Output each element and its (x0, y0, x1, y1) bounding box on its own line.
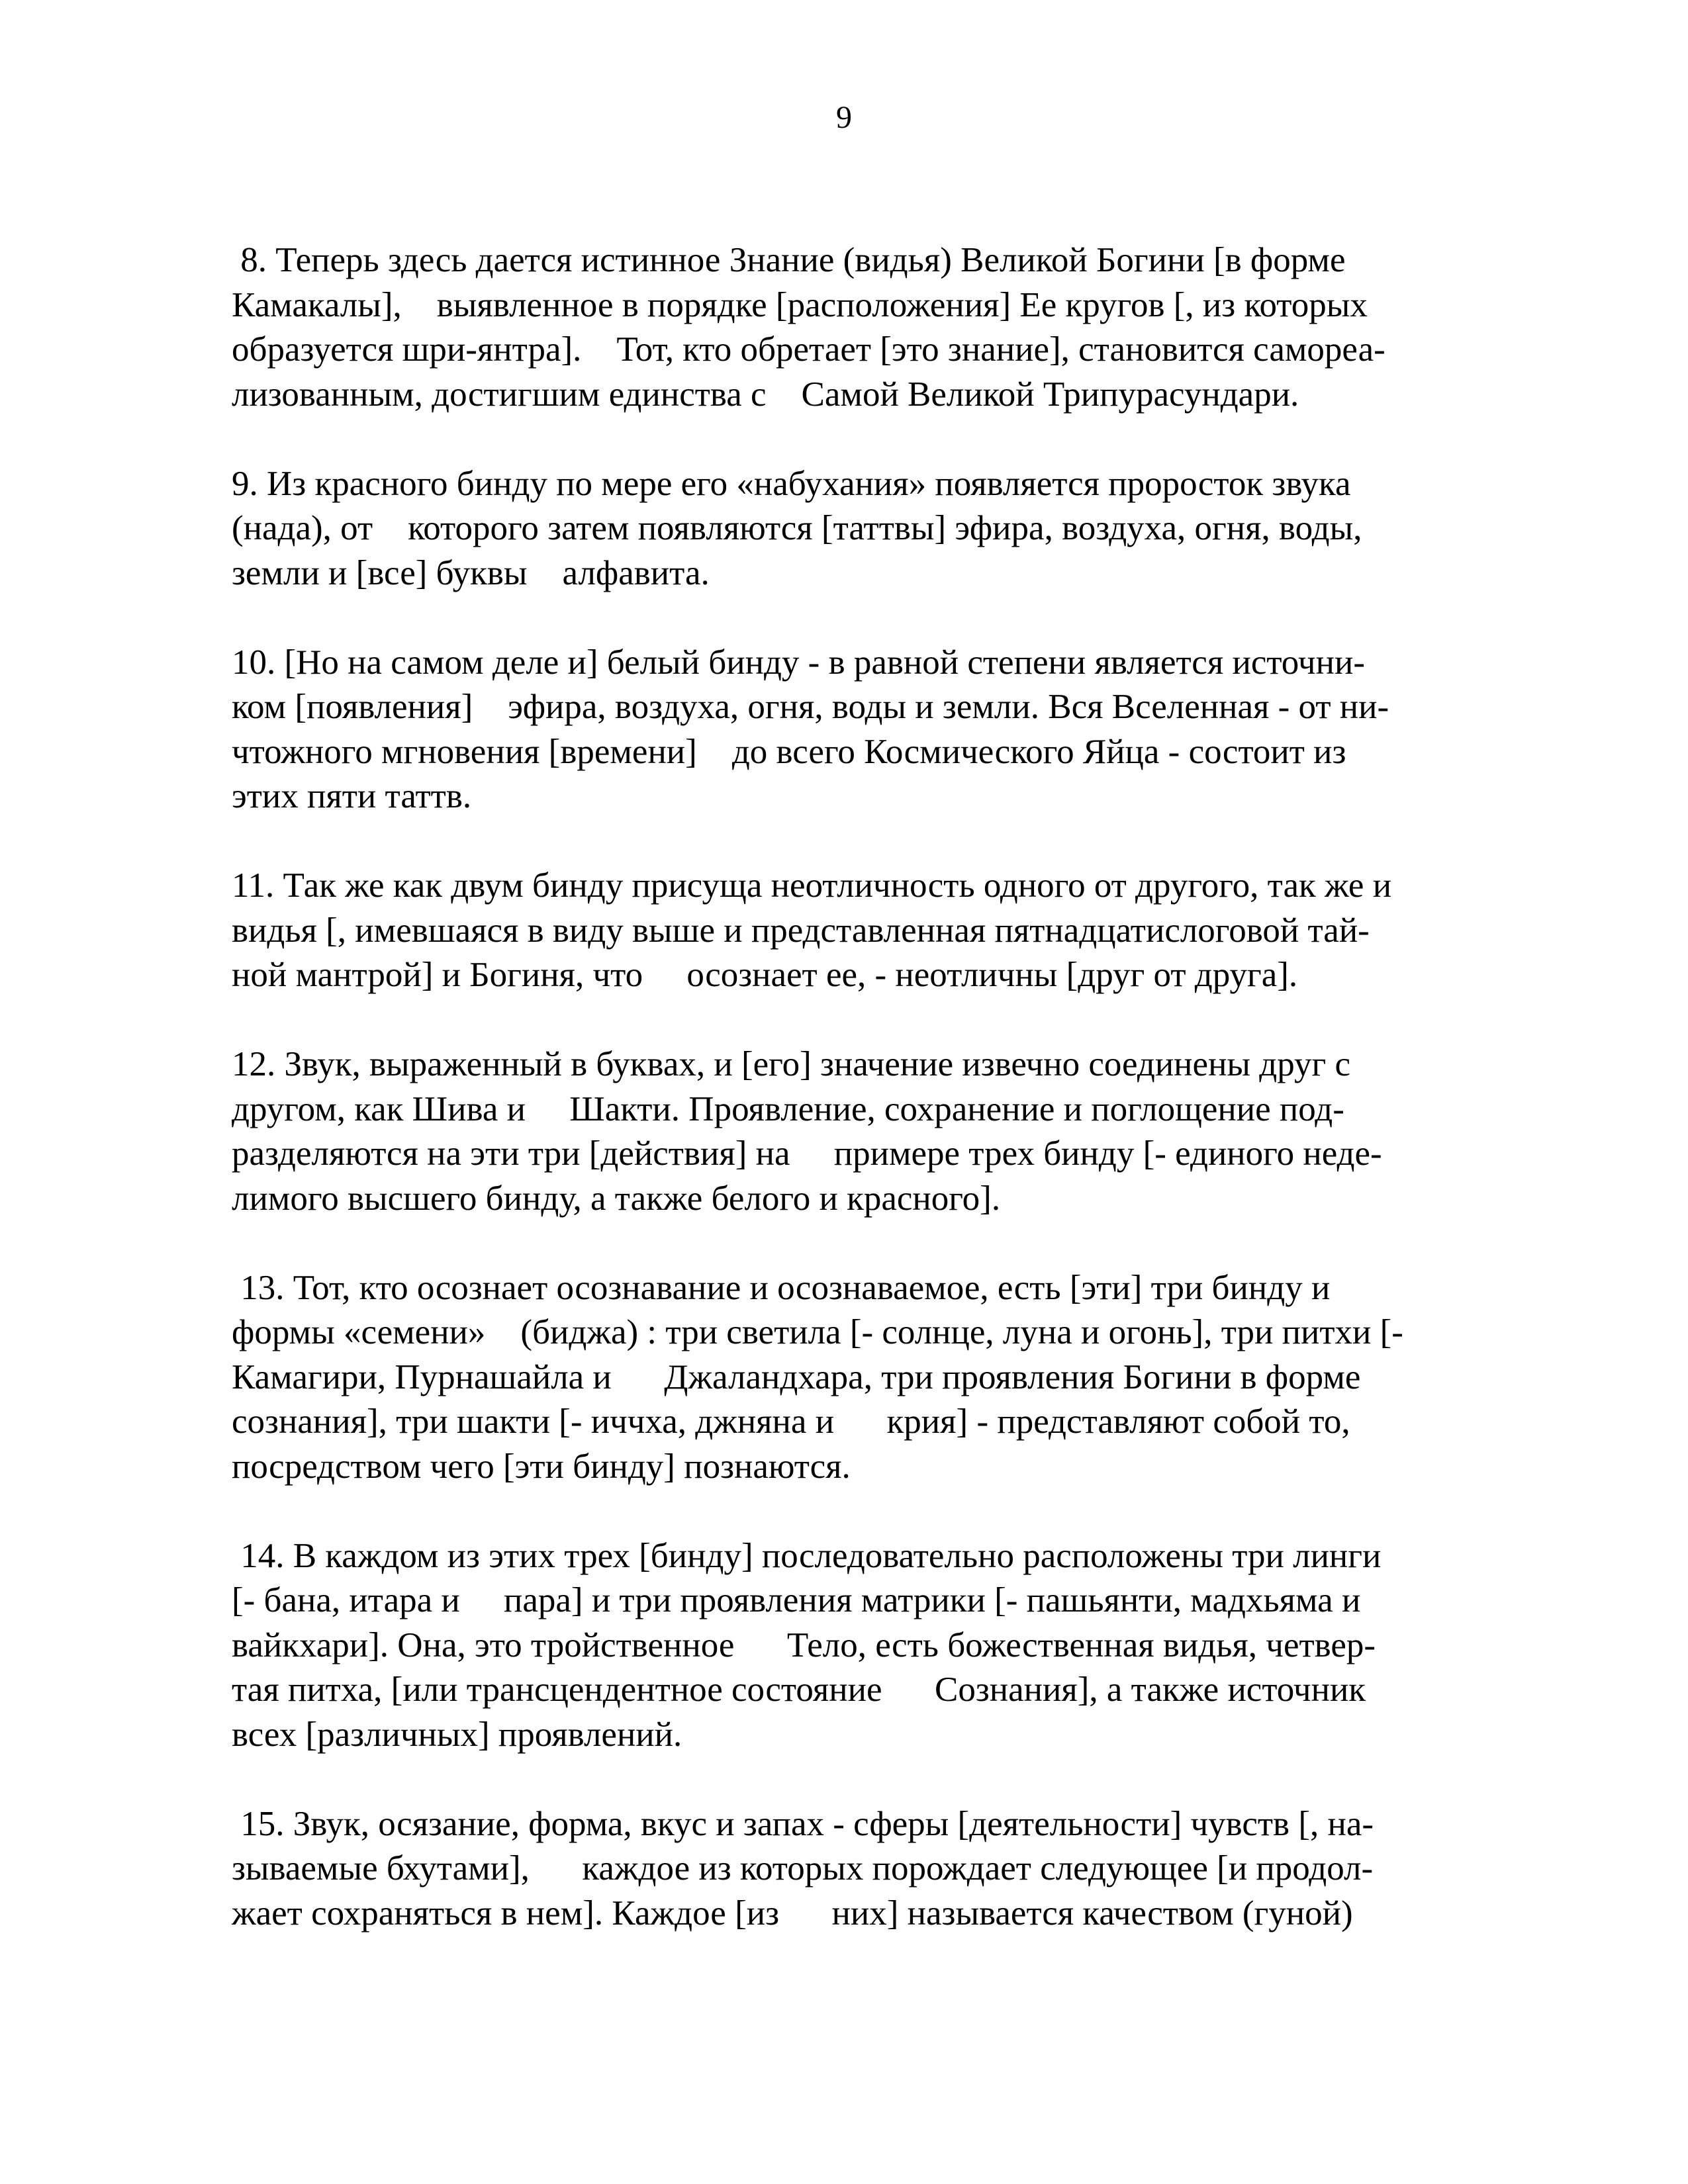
text-line: ком [появления] эфира, воздуха, огня, воды и земли. Вся Вселенная - от ни- (232, 688, 1389, 726)
text-line: 14. В каждом из этих трех [бинду] последовательно расположены три линги (232, 1536, 1382, 1575)
paragraph-8 (232, 238, 1556, 417)
text-line: образуется шри-янтра]. Тот, кто обретает [это знание], становится самореа- (232, 330, 1385, 369)
paragraph-14 (232, 1534, 1556, 1758)
paragraph-13 (232, 1266, 1556, 1490)
text-line: 15. Звук, осязание, форма, вкус и запах - сферы [деятельности] чувств [, на- (232, 1804, 1374, 1843)
text-line: Камагири, Пурнашайла и Джаландхара, три проявления Богини в форме (232, 1357, 1361, 1396)
text-line: 13. Тот, кто осознает осознавание и осознаваемое, есть [эти] три бинду и (232, 1268, 1331, 1307)
text-line: 10. [Но на самом деле и] белый бинду - в равной степени является источни- (232, 643, 1365, 682)
text-line: вайкхари]. Она, это тройственное Тело, есть божественная видья, четвер- (232, 1625, 1376, 1664)
paragraph-15 (232, 1802, 1556, 1936)
page-number: 9 (836, 100, 852, 135)
text-line: другом, как Шива и Шакти. Проявление, сохранение и поглощение под- (232, 1089, 1344, 1128)
text-line: этих пяти таттв. (232, 777, 472, 815)
text-line: земли и [все] буквы алфавита. (232, 553, 710, 592)
text-line: ной мантрой] и Богиня, что осознает ее, - неотличны [друг от друга]. (232, 956, 1298, 994)
text-line: [- бана, итара и пара] и три проявления матрики [- пашьянти, мадхьяма и (232, 1581, 1361, 1619)
paragraph-11 (232, 864, 1556, 998)
text-line: формы «семени» (биджа) : три светила [- солнце, луна и огонь], три питхи [- (232, 1313, 1403, 1351)
text-line: Камакалы], выявленное в порядке [расположения] Ее кругов [, из которых (232, 285, 1368, 324)
text-line: зываемые бхутами], каждое из которых порождает следующее [и продол- (232, 1849, 1374, 1888)
text-line: 12. Звук, выраженный в буквах, и [его] значение извечно соединены друг с (232, 1045, 1351, 1083)
paragraph-12 (232, 1042, 1556, 1221)
paragraph-9 (232, 462, 1556, 596)
document-body (232, 238, 1556, 1981)
text-line: тая питха, [или трансцендентное состояние Сознания], а также источник (232, 1670, 1366, 1709)
text-line: сознания], три шакти [- иччха, джняна и крия] - представляют собой то, (232, 1402, 1350, 1441)
text-line: чтожного мгновения [времени] до всего Космического Яйца - состоит из (232, 732, 1346, 771)
text-line: 8. Теперь здесь дается истинное Знание (видья) Великой Богини [в форме (232, 241, 1346, 279)
text-line: разделяются на эти три [действия] на примере трех бинду [- единого неде- (232, 1134, 1382, 1173)
text-line: 11. Так же как двум бинду присуща неотличность одного от другого, так же и (232, 866, 1392, 905)
text-line: лизованным, достигшим единства с Самой Великой Трипурасундари. (232, 375, 1299, 414)
text-line: посредством чего [эти бинду] познаются. (232, 1447, 851, 1486)
paragraph-10 (232, 641, 1556, 819)
text-line: жает сохраняться в нем]. Каждое [из них] называется качеством (гуной) (232, 1893, 1353, 1933)
text-line: лимого высшего бинду, а также белого и красного]. (232, 1179, 1001, 1218)
text-line: видья [, имевшаяся в виду выше и представленная пятнадцатислоговой тай- (232, 911, 1370, 950)
text-line: (нада), от которого затем появляются [таттвы] эфира, воздуха, огня, воды, (232, 509, 1362, 547)
text-line: 9. Из красного бинду по мере его «набухания» появляется проросток звука (232, 464, 1351, 503)
text-line: всех [различных] проявлений. (232, 1715, 682, 1754)
